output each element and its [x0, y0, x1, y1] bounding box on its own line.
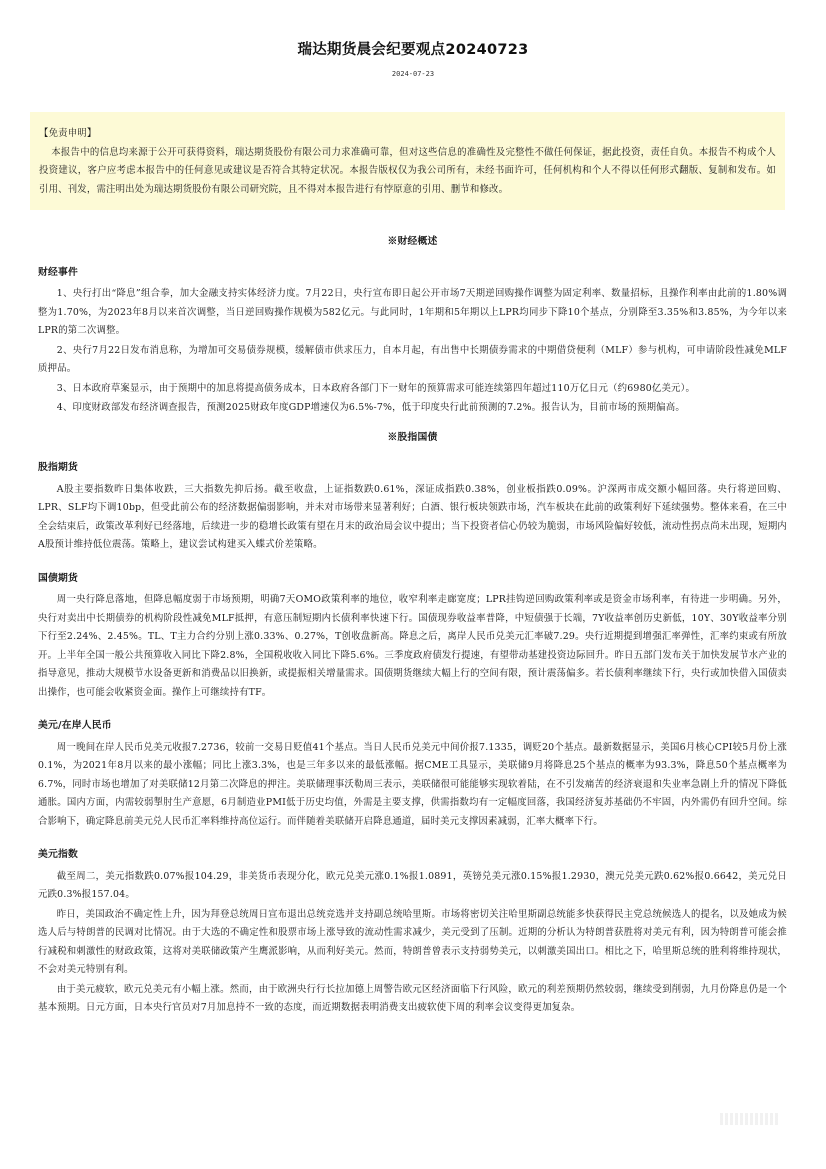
- finance-item: 3、日本政府草案显示，由于预期中的加息将提高债务成本，日本政府各部门下一财年的预算需求可能连续第四年超过110万亿日元（约6980亿美元）。: [56, 382, 696, 394]
- report-date: 2024-07-23: [391, 70, 435, 78]
- subsection-title-treasury: 国债期货: [38, 572, 78, 584]
- usd-index-paragraph: 昨日，美国政治不确定性上升，因为拜登总统周日宣布退出总统竞选并支持副总统哈里斯。市场将密切关注哈里斯副总统能多快获得民主党总统候选人的提名，以及她成为候选人后与特朗普的民调对比情况。由于大选的不确定性和股票市场上涨导致的流动性需求减少，美元受到了压制。近期的分析认为特朗普获胜将对美元有利，因为特朗普可能会推行减税和刺激性的财政政策，这将对美联储政策产生鹰派影响，从而利好美元。然而，特朗普曾表示支持弱势美元，以刺激美国出口。相比之下，哈里斯总统的胜利将维持现状，不会对美元特别有利。: [38, 908, 787, 975]
- subsection-title-finance-events: 财经事件: [38, 266, 78, 278]
- treasury-text: 周一央行降息落地，但降息幅度弱于市场预期，明确7天OMO政策利率的地位，收窄利率走廊宽度；LPR挂钩逆回购政策利率或是资金市场利率，有待进一步明确。另外，央行对卖出中长期债券的机构阶段性减免MLF抵押，有意压制短期内长债利率快速下行。国债现券收益率普降，中短债强于长端，7Y收益率创历史新低，10Y、30Y收益率分别下行至2.24%、2.45%。TL、T主力合约分别上涨0.33%、0.27%，T创收盘新高。降息之后，离岸人民币兑美元汇率破7.29。央行近期提到增强汇率弹性，汇率约束或有所放开。上半年全国一般公共预算收入同比下降2.8%，全国税收收入同比下降5.6%。三季度政府债发行提速，有望带动基建投资边际回升。昨日五部门发布关于加快发展节水产业的指导意见，推动大规模节水设备更新和消费品以旧换新，或提振相关增量需求。国债期货继续大幅上行的空间有限，预计震荡偏多。若长债利率继续下行，央行或加快借入国债卖出操作，也可能会收紧资金面。操作上可继续持有TF。: [38, 594, 787, 698]
- subsection-title-usd-cnh: 美元/在岸人民币: [38, 720, 112, 731]
- usd-index-paragraph: 截至周二，美元指数跌0.07%报104.29，非美货币表现分化，欧元兑美元涨0.1%报1.0891，英镑兑美元涨0.15%报1.2930，澳元兑美元跌0.62%报0.6642，美元兑日元跌0.3%报157.04。: [38, 870, 787, 900]
- disclaimer-box: [30, 112, 785, 210]
- section-title-stocks-bonds: ※股指国债: [387, 431, 438, 443]
- faint-watermark: [720, 1113, 778, 1125]
- report-title: 瑞达期货晨会纪要观点20240723: [297, 42, 529, 58]
- disclaimer-body: 本报告中的信息均来源于公开可获得资料，瑞达期货股份有限公司力求准确可靠，但对这些信息的准确性及完整性不做任何保证，据此投资，责任自负。本报告不构成个人投资建议，客户应考虑本报告中的任何意见或建议是否符合其特定状况。本报告版权仅为我公司所有，未经书面许可，任何机构和个人不得以任何形式翻版、复制和发布。如引用、刊发，需注明出处为瑞达期货股份有限公司研究院，且不得对本报告进行有悖原意的引用、删节和修改。: [39, 146, 776, 195]
- stock-index-text: A股主要指数昨日集体收跌，三大指数先抑后扬。截至收盘，上证指数跌0.61%，深证成指跌0.38%，创业板指跌0.09%。沪深两市成交额小幅回落。央行将逆回购、LPR、SLF均下调10bp，但受此前公布的经济数据偏弱影响，并未对市场带来显著利好；白酒、银行板块领跌市场，汽车板块在此前的政策利好下延续强势。整体来看，在三中全会结束后，政策改革利好已经落地，后续进一步的稳增长政策有望在月末的政治局会议中提出；当下投资者信心仍较为脆弱，市场风险偏好较低，流动性拐点尚未出现，短期内A股预计维持低位震荡。策略上，建议尝试构建买入蝶式价差策略。: [38, 483, 787, 550]
- subsection-title-usd-index: 美元指数: [38, 849, 78, 860]
- section-title-finance: ※财经概述: [387, 236, 438, 247]
- report-content: [38, 233, 787, 1019]
- usd-index-paragraph: 由于美元疲软，欧元兑美元有小幅上涨。然而，由于欧洲央行行长拉加德上周警告欧元区经济面临下行风险，欧元的利差预期仍然较弱，继续受到削弱，九月份降息仍是一个基本预期。日元方面，日本央行官员对7月加息持不一致的态度，而近期数据表明消费支出疲软使下周的利率会议变得更加复杂。: [38, 983, 787, 1013]
- finance-item: 2、央行7月22日发布消息称，为增加可交易债券规模，缓解债市供求压力，自本月起，有出售中长期债券需求的中期借贷便利（MLF）参与机构，可申请阶段性减免MLF质押品。: [38, 344, 787, 374]
- finance-item: 4、印度财政部发布经济调查报告，预测2025财政年度GDP增速仅为6.5%-7%，低于印度央行此前预测的7.2%。报告认为，目前市场的预期偏高。: [56, 402, 685, 413]
- usd-cnh-text: 周一晚间在岸人民币兑美元收报7.2736，较前一交易日贬值41个基点。当日人民币兑美元中间价报7.1335，调贬20个基点。最新数据显示，美国6月核心CPI较5月份上涨0.1%，为2021年8月以来的最小涨幅；同比上涨3.3%，也是三年多以来的最低涨幅。据CME工具显示，美联储9月将降息25个基点的概率为93.3%，降息50个基点概率为6.7%，同时市场也增加了对美联储12月第二次降息的押注。美联储理事沃勒周三表示，美联储很可能能够实现软着陆，在不引发痛苦的经济衰退和失业率急剧上升的情况下降低通胀。国内方面，内需较弱掣肘生产意愿，6月制造业PMI低于历史均值，外需是主要支撑，供需指数均有一定幅度回落，我国经济复苏基础仍不牢固，内外需仍有回升空间。综合影响下，确定降息前美元兑人民币汇率料维持高位运行。而伴随着美联储开启降息通道，届时美元支撑因素减弱，汇率大概率下行。: [38, 741, 787, 827]
- finance-item: 1、央行打出“降息”组合拳，加大金融支持实体经济力度。7月22日，央行宣布即日起公开市场7天期逆回购操作调整为固定利率、数量招标，且操作利率由此前的1.80%调整为1.70%，为2023年8月以来首次调整，当日逆回购操作规模为582亿元。与此同时，1年期和5年期以上LPR均同步下降10个基点，分别降至3.35%和3.85%，为今年以来LPR的第二次调整。: [38, 288, 787, 336]
- subsection-title-stock-index: 股指期货: [38, 462, 78, 473]
- disclaimer-heading: 【免责申明】: [39, 128, 97, 139]
